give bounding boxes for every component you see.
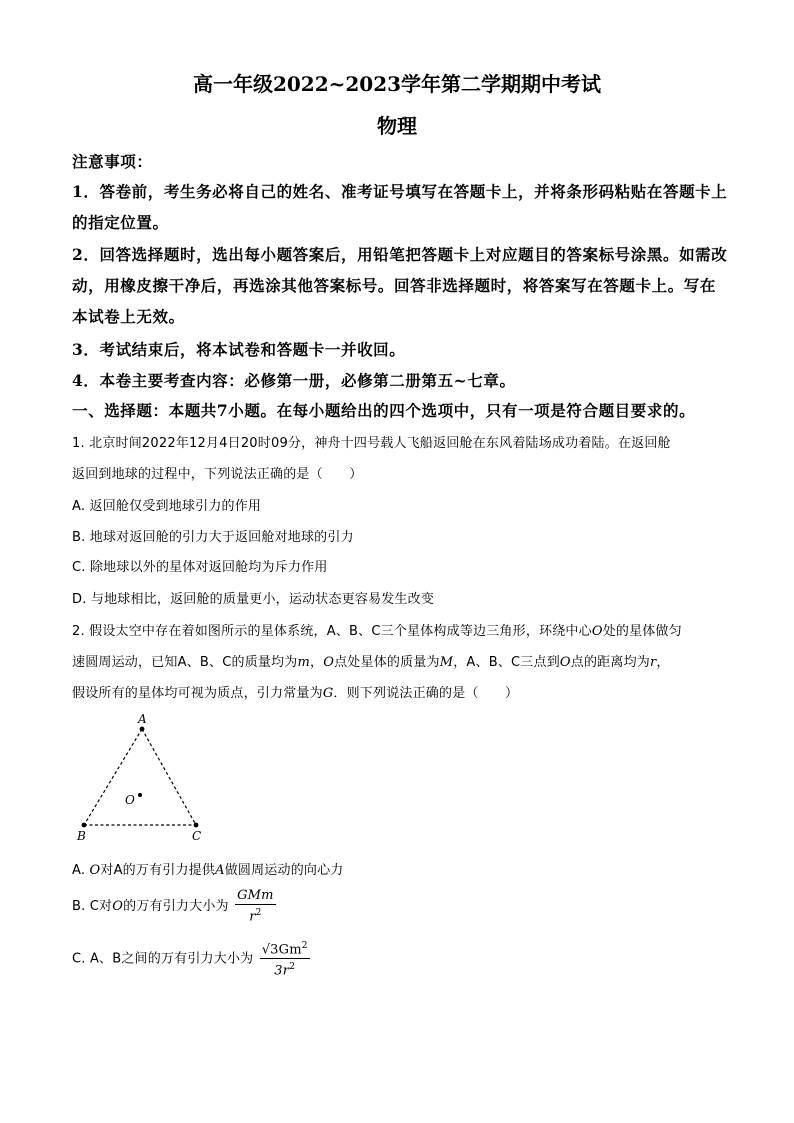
- q2-option-a: A. O对A的万有引力提供A做圆周运动的向心力: [72, 863, 344, 878]
- triangle-diagram: [70, 712, 220, 844]
- notes-line: 本试卷上无效。: [72, 307, 185, 326]
- q2-stem-line: 假设所有的星体均可视为质点，引力常量为G．则下列说法正确的是（ ）: [72, 686, 519, 701]
- notes-heading: 注意事项：: [72, 152, 153, 171]
- notes-line: 3．考试结束后，将本试卷和答题卡一并收回。: [72, 340, 406, 359]
- side-ab: [84, 729, 142, 825]
- label-c: C: [192, 829, 202, 843]
- side-ac: [142, 729, 196, 825]
- q2-stem-line: 速圆周运动，已知A、B、C的质量均为m，O点处星体的质量为M，A、B、C三点到O点的距离均为r，: [72, 655, 670, 670]
- q1-option-c: C. 除地球以外的星体对返回舱均为斥力作用: [72, 560, 328, 575]
- exam-title: 高一年级2022~2023学年第二学期期中考试: [192, 72, 602, 96]
- notes-line: 2．回答选择题时，选出每小题答案后，用铅笔把答题卡上对应题目的答案标号涂黑。如需改: [72, 245, 728, 264]
- notes-line: 的指定位置。: [72, 213, 169, 232]
- exam-subject: 物理: [377, 114, 417, 138]
- point-a: [140, 727, 145, 732]
- label-b: B: [77, 829, 86, 843]
- fraction-sqrt3gm2-over-3r2: $\frac{√3Gm^2}{3r^2}$: [260, 938, 310, 980]
- point-o: [138, 793, 142, 797]
- q1-option-a: A. 返回舱仅受到地球引力的作用: [72, 499, 262, 514]
- q1-stem-line: 1. 北京时间2022年12月4日20时09分，神舟十四号载人飞船返回舱在东风着陆场成功着陆。在返回舱: [72, 436, 671, 451]
- label-o: O: [125, 793, 135, 807]
- notes-line: 4．本卷主要考查内容：必修第一册，必修第二册第五~七章。: [72, 371, 516, 390]
- notes-line: 1．答卷前，考生务必将自己的姓名、准考证号填写在答题卡上，并将条形码粘贴在答题卡上: [72, 182, 728, 201]
- point-b: [82, 823, 87, 828]
- q1-stem-line: 返回到地球的过程中，下列说法正确的是（ ）: [72, 467, 363, 482]
- notes-line: 动，用橡皮擦干净后，再选涂其他答案标号。回答非选择题时，将答案写在答题卡上。写在: [72, 276, 717, 295]
- q2-stem-line: 2. 假设太空中存在着如图所示的星体系统，A、B、C三个星体构成等边三角形，环绕中心O处的星体做匀: [72, 624, 682, 639]
- q1-option-d: D. 与地球相比，返回舱的质量更小，运动状态更容易发生改变: [72, 592, 435, 607]
- label-a: A: [138, 712, 147, 726]
- q2-option-b: B. C对O的万有引力大小为 $\frac{\text{GMm}}{r^2}$: [72, 888, 274, 925]
- fraction-gmm-over-r2: $\frac{\text{GMm}}{r^2}$: [237, 888, 274, 925]
- section-heading: 一、选择题：本题共7小题。在每小题给出的四个选项中，只有一项是符合题目要求的。: [72, 401, 696, 420]
- q1-option-b: B. 地球对返回舱的引力大于返回舱对地球的引力: [72, 530, 354, 545]
- point-c: [194, 823, 199, 828]
- q2-option-c: C. A、B之间的万有引力大小为 $\frac{√3Gm^2}{3r^2}$: [72, 938, 732, 980]
